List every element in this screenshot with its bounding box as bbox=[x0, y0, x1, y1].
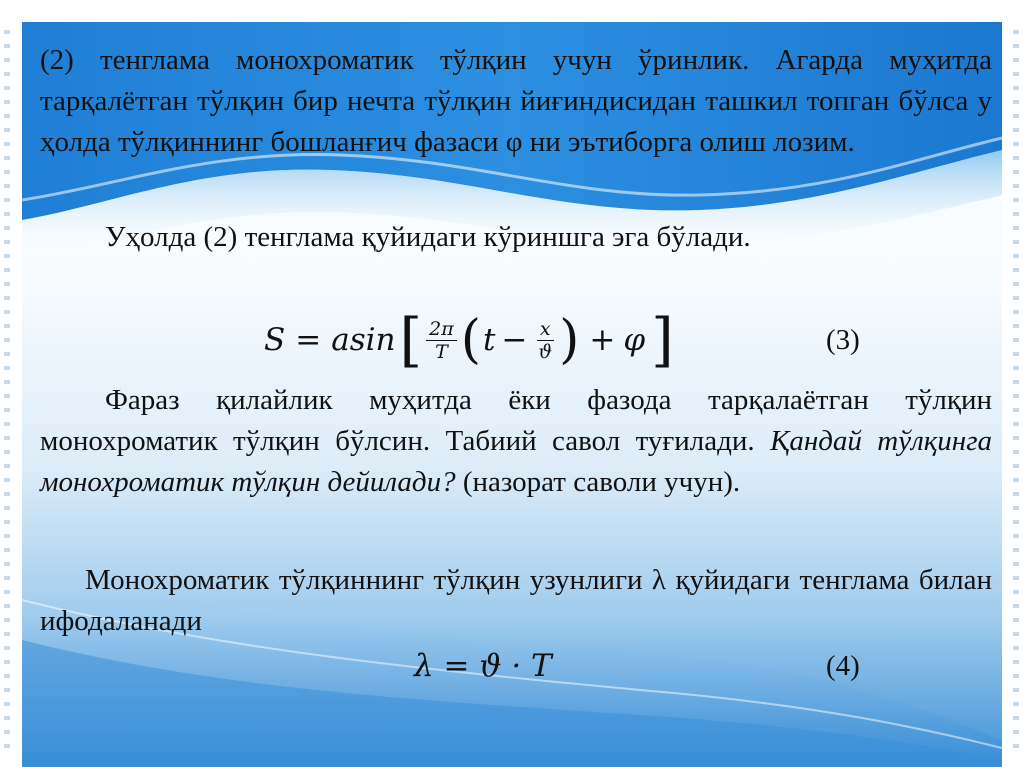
paragraph-3 bbox=[40, 380, 992, 503]
eq3-frac1-den: T bbox=[435, 340, 448, 363]
paragraph-3-text: Фараз қилайлик муҳитда ёки фазода тарқалаётган тўлқин монохроматик тўлқин бўлсин. Табиий савол туғилади. bbox=[40, 384, 992, 457]
eq3-left-paren: ( bbox=[460, 310, 482, 370]
eq3-phi: φ bbox=[623, 322, 646, 358]
paragraph-3-note: (назорат саволи учун). bbox=[462, 466, 741, 498]
eq3-right-paren: ) bbox=[559, 310, 580, 370]
paragraph-4: Монохроматик тўлқиннинг тўлқин узунлиги λ қуйидаги тенглама билан ифодаланади bbox=[40, 564, 992, 637]
eq3-t: t bbox=[483, 322, 496, 358]
eq3-func: asin bbox=[331, 322, 396, 358]
eq3-plus: + bbox=[589, 322, 616, 358]
eq3-frac1 bbox=[426, 318, 457, 363]
equation-4: λ = ϑ · T bbox=[414, 648, 552, 684]
paragraph-1: (2) тенглама монохроматик тўлқин учун ўринлик. Агарда муҳитда тарқалётган тўлқин бир нечта тўлқин йиғиндисидан ташкил топган бўлса у ҳолда тўлқиннинг бошланғич фазаси φ ни эътиборга олиш лозим. bbox=[40, 44, 992, 158]
eq3-minus: − bbox=[501, 322, 528, 358]
paragraph-3-question: Қандай тўлқинга монохроматик тўлқин дейилади? bbox=[40, 425, 993, 498]
eq3-equals: = bbox=[295, 322, 322, 358]
eq3-left-bracket: [ bbox=[399, 306, 423, 374]
eq3-frac2-den: ϑ bbox=[538, 340, 553, 363]
equation-4-number: (4) bbox=[826, 650, 860, 682]
eq3-frac2 bbox=[535, 318, 555, 363]
paragraph-2: Уҳолда (2) тенглама қуйидаги кўриншга эга бўлади. bbox=[105, 221, 751, 253]
equation-3 bbox=[264, 300, 674, 380]
eq3-right-bracket: ] bbox=[651, 306, 674, 374]
eq3-frac2-num: x bbox=[537, 318, 554, 341]
eq3-lhs: S bbox=[264, 322, 286, 358]
equation-3-number: (3) bbox=[826, 324, 860, 356]
eq3-frac1-num: 2π bbox=[426, 318, 457, 341]
